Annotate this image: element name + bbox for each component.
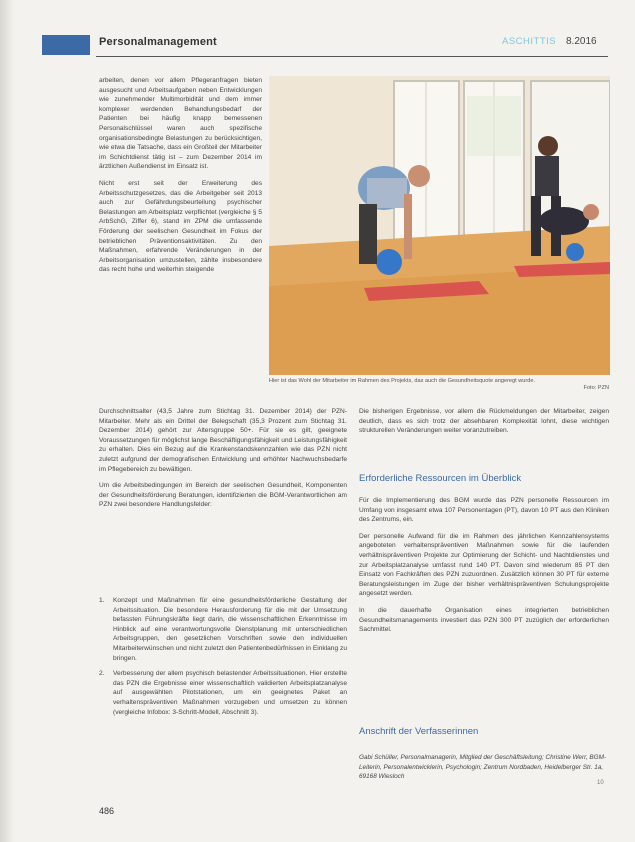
paragraph: arbeiten, denen vor allem Pflegeranfragen bieten ausgesucht und Arbeitsaufgaben neben Entwicklungen wie zunehmender Multimorbidität und dem immer komplexer werdenden Behandlungsbedarf der Patienten bei häufig knapp bemessenen Personalschlüssel waren auch spezifische organisationsbedingte Belastungen zu berücksichtigen, wie etwa die Tatsache, dass ein Großteil der Mitarbeiter im Schichtdienst tätig ist – zum Dezember 2014 im ärztlichen Außendienst im Einsatz ist. [99,77,262,171]
header-rule [96,56,608,57]
paragraph: Nicht erst seit der Erweiterung des Arbeitsschutzgesetzes, das die Arbeitgeber seit 2013 auch zur Gefährdungsbeurteilung psychischer Belastungen am Arbeitsplatz verpflichtet (vergleiche § 5 ArbSchG, Ziffer 6), stand im ZPM die umfassende Förderung der seelischen Gesundheit im Fokus der betrieblichen Präventionsaktivitäten. Zu den Maßnahmen, erfahrende Veränderungen in der Arbeitsorganisation umzustellen, zählte insbesondere das recht hohe und weiterhin steigende [99,179,262,274]
magazine-brand: ASCHITTIS [502,36,557,47]
paragraph: Die bisherigen Ergebnisse, vor allem die Rückmeldungen der Mitarbeiter, zeigen deutlich, dass es sich trotz der absehbaren Komplexität lohnt, diese wichtigen strukturellen Veränderungen weiter voranzutreiben. [359,408,609,435]
section-title: Personalmanagement [99,36,217,48]
list-text: Verbesserung der allem psychisch belastender Arbeitssituationen. Hier erstellte das PZN die Ergebnisse einer wissenschaftlich validierten Arbeitsplatzanalyse auf ausgewählten Pilotstationen, um ein geeignetes Paket an verhaltenspräventiven Maßnahmen vorzugeben und umsetzen zu können (vergleiche Infobox: 3-Schritt-Modell, Abschnitt 3). [113,670,347,716]
corner-mark: 10 [597,780,604,786]
section-heading: Anschrift der Verfasserinnen [359,726,479,737]
section-color-tab [42,35,90,55]
paragraph: Um die Arbeitsbedingungen im Bereich der seelischen Gesundheit, Komponenten der Gesundheitsförderung Beratungen, identifizierten die BGM-Verantwortlichen am PZN zwei besondere Handlungsfelder: [99,482,347,509]
section-heading: Erforderliche Ressourcen im Überblick [359,473,522,484]
numbered-list [99,596,347,723]
list-text: Konzept und Maßnahmen für eine gesundheitsförderliche Gestaltung der Arbeitssituation. Die besondere Herausforderung für die mit der Umsetzung befassten Führungskräfte liegt darin, die wissenschaftlichen Erkenntnisse im Hinblick auf eine verantwortungsvolle Dienstplanung mit unterschiedlichen Arbeitsgruppen, den gesetzlichen Vorschriften sowie den individuellen Mitarbeiterwünschen und nicht zuletzt den Patientenbedürfnissen in Einklang zu bringen. [113,597,347,662]
article-photo [269,76,610,375]
page-edge-shadow [0,0,14,842]
photo-caption: Hier ist das Wohl der Mitarbeiter im Rahmen des Projekts, das auch die Gesundheitsquote angeregt wurde. [269,378,536,384]
list-item [99,596,347,663]
paragraph: Der personelle Aufwand für die im Rahmen des jährlichen Kennzahlensystems angeboteten verhaltenspräventiven Maßnahmen sowie für die laufenden verhältnispräventiven Projekte zur Optimierung der Schicht- und Nachtdienstes und zur Arbeitsplatzanalyse umfasst rund 140 PT. Davon sind wiederum 85 PT den Einsatz von Fachkräften des PZN zuzuordnen. Zusätzlich können 30 PT für externe Beratungsleistungen im Zuge der bisher verhältnispräventiven Schulungsprojekte angesetzt werden. [359,532,609,598]
list-number: 2. [99,670,105,678]
exercise-photo-illustration [269,76,610,375]
right-column-intro [359,407,609,443]
right-column-body [359,496,609,642]
photo-credit: Foto: PZN [583,385,609,391]
left-column-bottom [99,407,347,517]
list-item [99,669,347,717]
list-number: 1. [99,597,105,604]
paragraph: In die dauerhafte Organisation eines integrierten betrieblichen Gesundheitsmanagements investiert das PZN 300 PT zuzüglich der erforderlichen Sachmittel. [359,606,609,634]
left-column-top [99,76,262,282]
issue-number: 8.2016 [566,36,597,47]
paragraph: Für die Implementierung des BGM wurde das PZN personelle Ressourcen im Umfang von insgesamt etwa 107 Personentagen (PT), davon 10 PT aus den Kliniken des Zentrums, ein. [359,497,609,524]
paragraph: Durchschnittsalter (43,5 Jahre zum Stichtag 31. Dezember 2014) der PZN-Mitarbeiter. Mehr als ein Drittel der Belegschaft (35,3 Prozent zum Stichtag 31. Dezember 2014) gehört zur Altersgruppe 50+. Für sie es gilt, geeignete Voraussetzungen für möglichst lange Beschäftigungsfähigkeit und Leistungsfähigkeit zu erhalten. Dies ein Bezug auf die Krankenstandskennzahlen wie das PZN nicht zuletzt aufgrund der demografischen Entwicklung und erhöhter Nachwuchsbedarfe im Pflegebereich zu bewältigen. [99,408,347,473]
author-address: Gabi Schüller, Personalmanagerin, Mitglied der Geschäftsleitung; Christine Werr, BGM-Leiterin, Personalentwicklerin, Psychologin; Zentrum Nordbaden, Heidelberger Str. 1a, 69168 Wiesloch [359,754,607,781]
page-number: 486 [99,806,115,816]
